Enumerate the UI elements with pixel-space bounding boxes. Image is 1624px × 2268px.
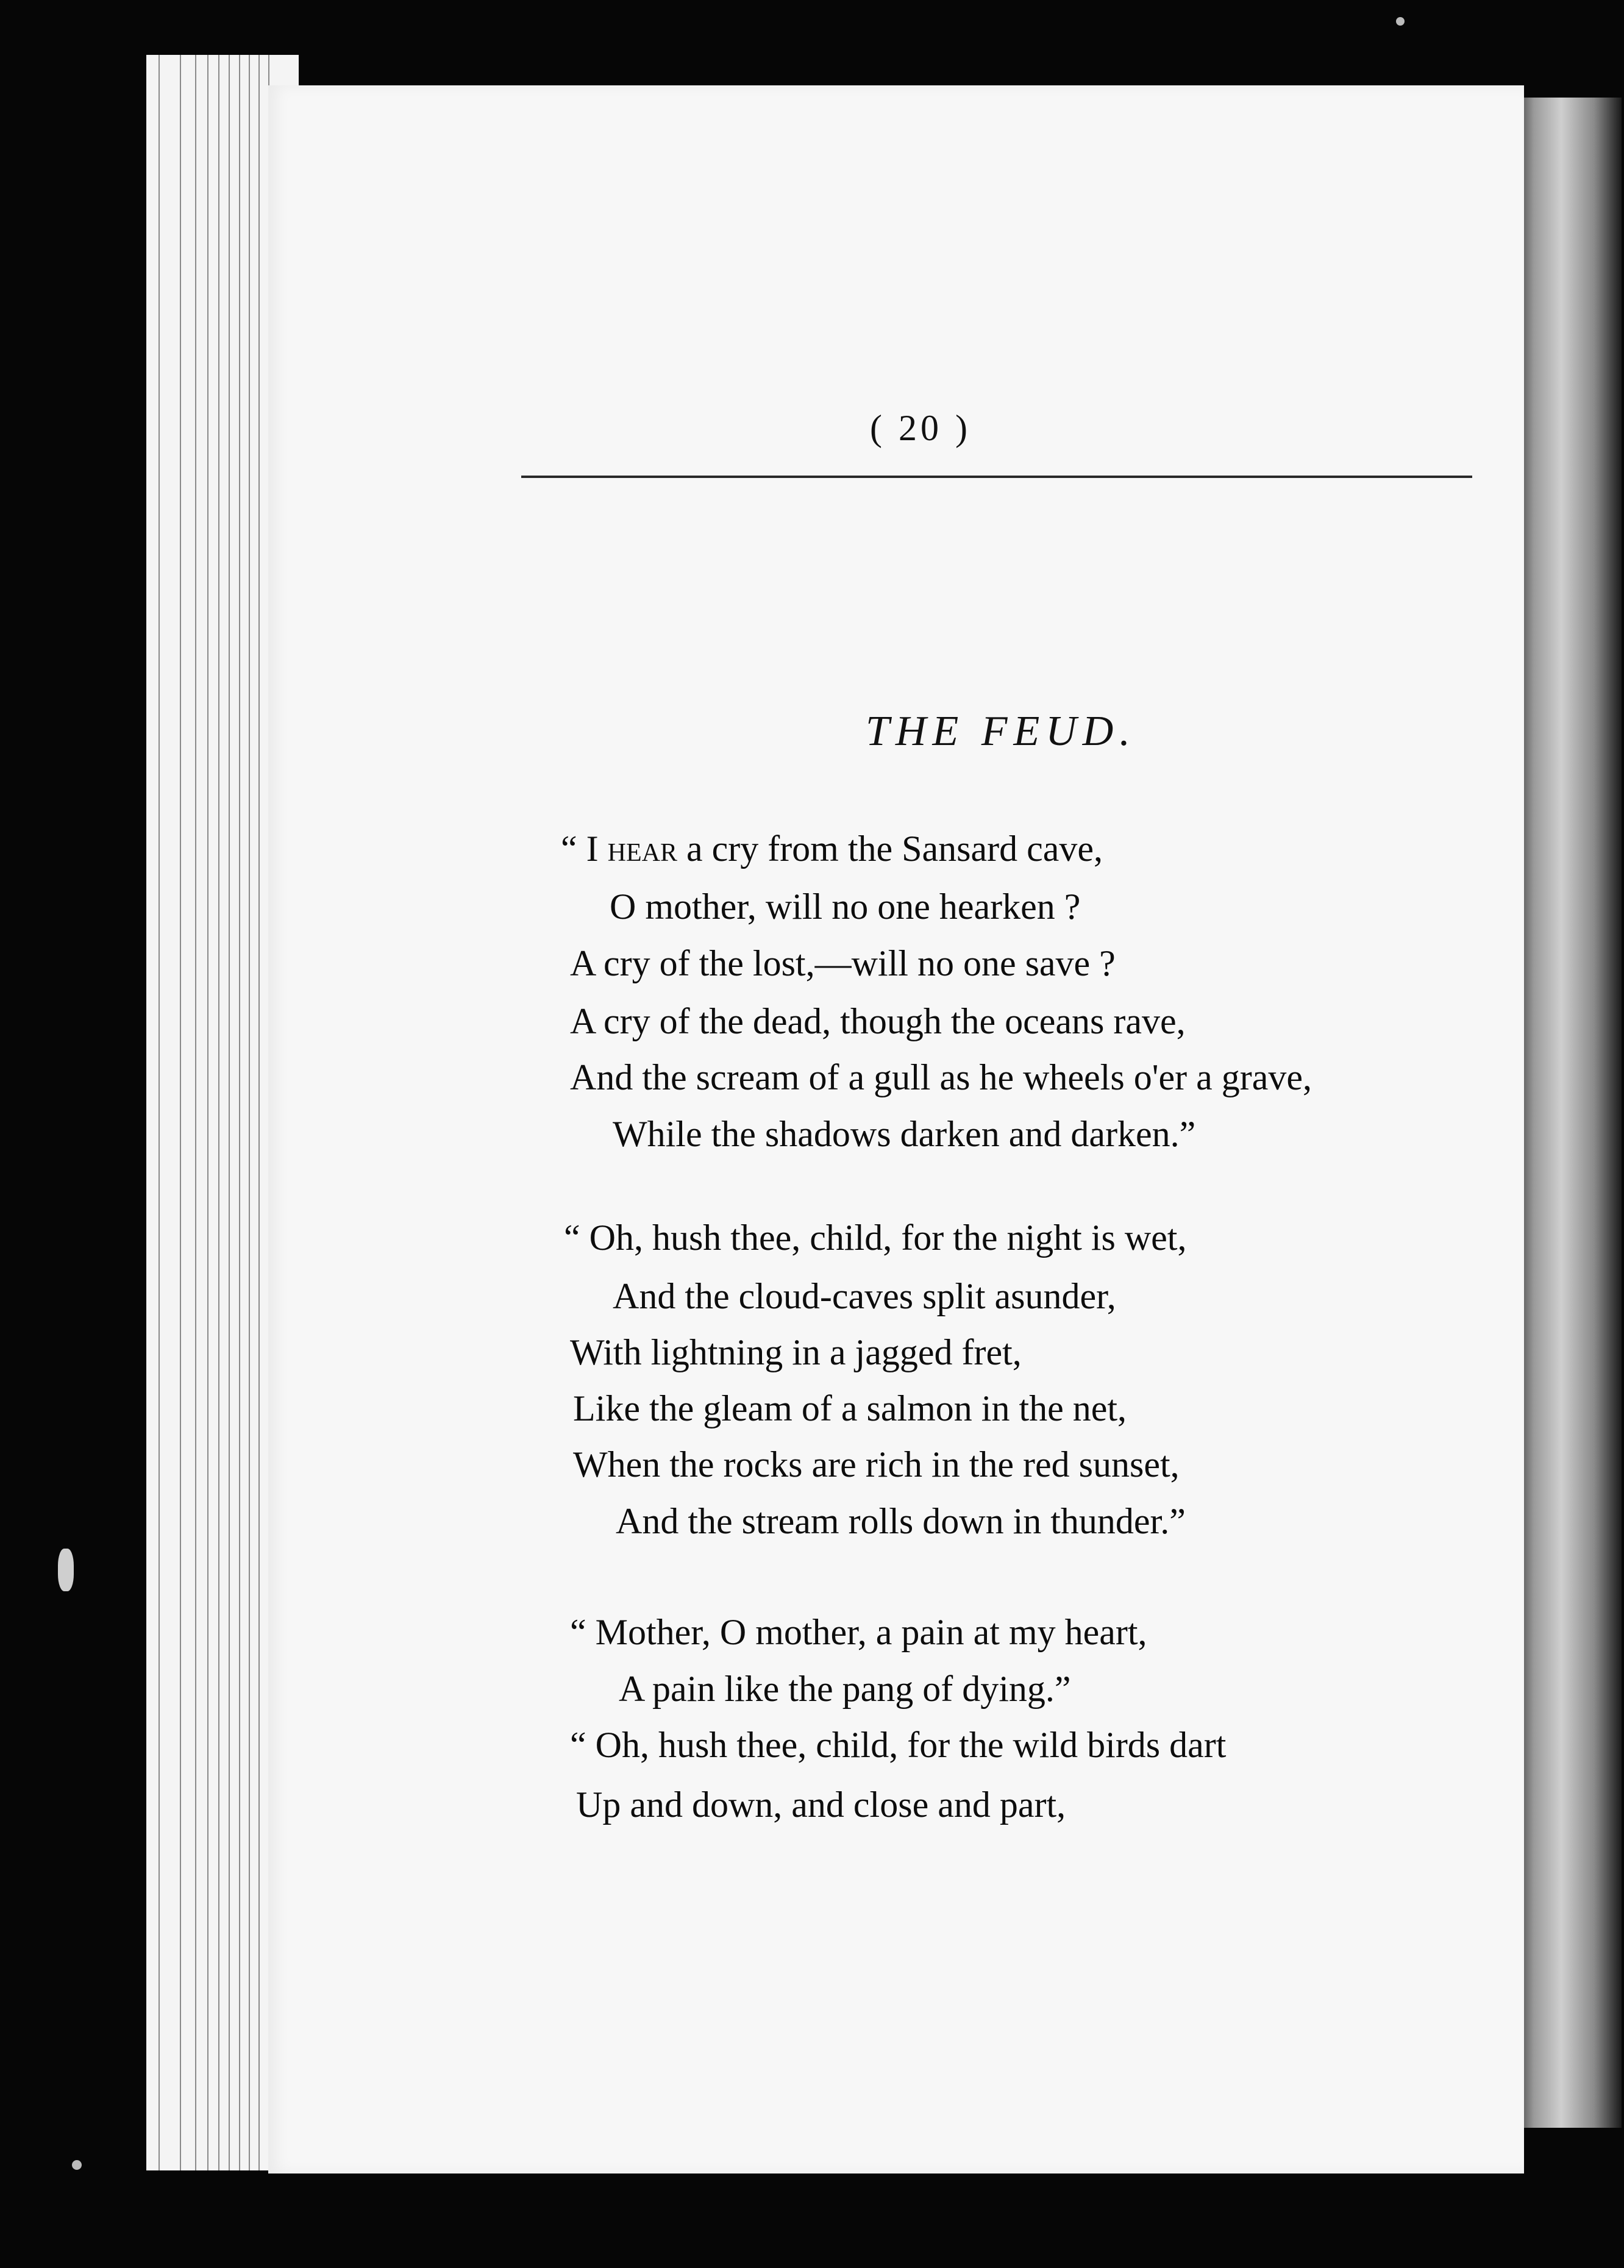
poem-line: A pain like the pang of dying.”: [619, 1669, 1071, 1709]
poem-line: Like the gleam of a salmon in the net,: [573, 1388, 1127, 1428]
poem-line: And the scream of a gull as he wheels o'er a grave,: [570, 1057, 1312, 1097]
poem-line: Up and down, and close and part,: [576, 1785, 1066, 1825]
poem-line: And the cloud-caves split asunder,: [613, 1276, 1116, 1316]
poem-line: And the stream rolls down in thunder.”: [616, 1501, 1186, 1541]
page-number: ( 20 ): [870, 408, 971, 448]
poem-line: A cry of the dead, though the oceans rave,: [570, 1001, 1186, 1041]
poem-line: When the rocks are rich in the red sunset,: [573, 1444, 1180, 1485]
scan-speck: [72, 2160, 82, 2170]
poem-line: “ Oh, hush thee, child, for the wild birds dart: [570, 1725, 1227, 1765]
poem-line: While the shadows darken and darken.”: [613, 1114, 1196, 1154]
book-cover-edge: [1512, 98, 1622, 2128]
small-caps-word: hear: [607, 829, 677, 869]
poem-line: O mother, will no one hearken ?: [610, 886, 1081, 927]
poem-line: With lightning in a jagged fret,: [570, 1332, 1022, 1372]
open-quote: “ I: [561, 829, 608, 869]
poem-title: THE FEUD.: [866, 708, 1136, 755]
scan-speck: [58, 1549, 74, 1591]
line-text: a cry from the Sansard cave,: [677, 829, 1103, 869]
poem-line: [561, 830, 1103, 867]
poem-line: “ Oh, hush thee, child, for the night is wet,: [564, 1218, 1187, 1258]
poem-line: “ Mother, O mother, a pain at my heart,: [570, 1612, 1147, 1652]
scan-speck: [1396, 17, 1405, 26]
poem-line: A cry of the lost,—will no one save ?: [570, 943, 1116, 983]
header-rule: [521, 476, 1472, 478]
